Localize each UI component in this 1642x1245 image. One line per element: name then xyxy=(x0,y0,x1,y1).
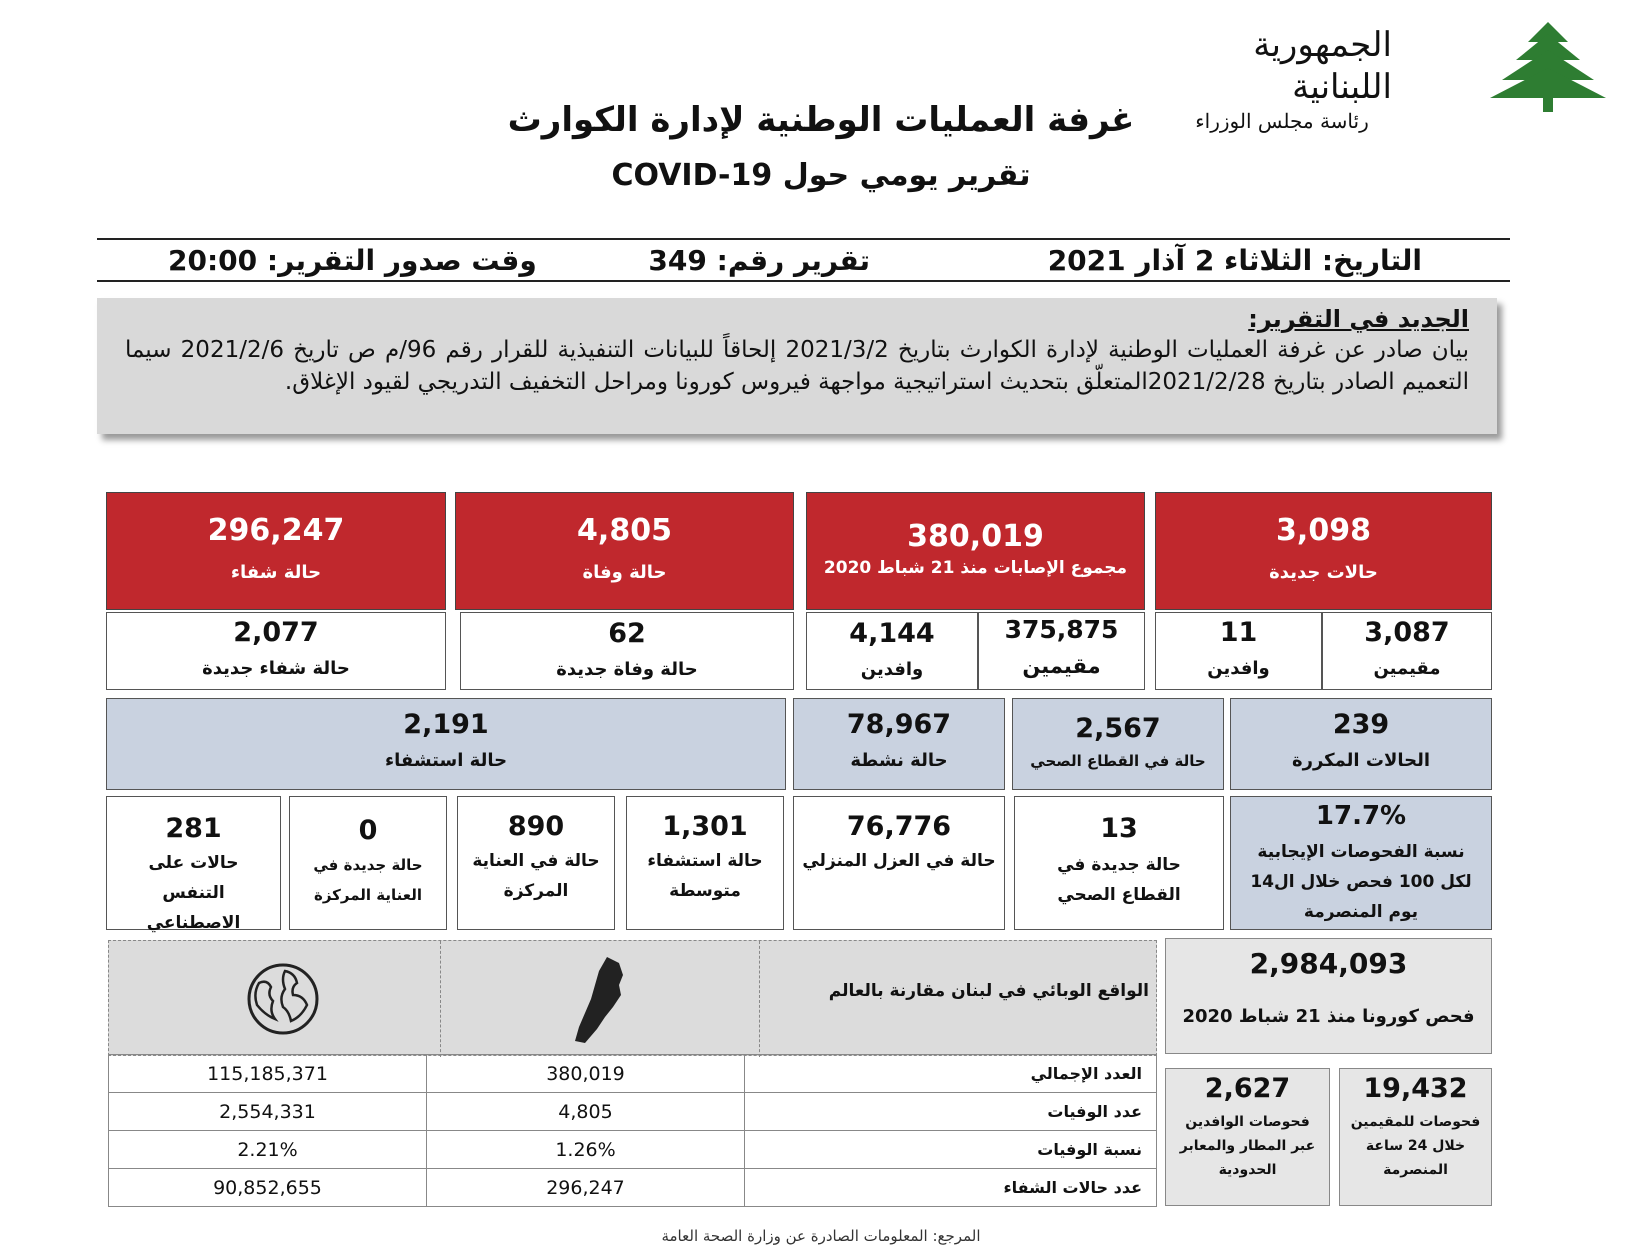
positivity-label: نسبة الفحوصات الإيجابية لكل 100 فحص خلال ال14 يوم المنصرمة xyxy=(1250,842,1472,922)
total-tests-label: فحص كورونا منذ 21 شباط 2020 xyxy=(1182,1006,1475,1027)
icu-value: 890 xyxy=(507,811,565,842)
home-isolation-value: 76,776 xyxy=(846,811,952,842)
icu-label: حالة في العناية المركزة xyxy=(472,851,600,901)
active-label: حالة نشطة xyxy=(850,750,948,771)
new-health-label: حالة جديدة في القطاع الصحي xyxy=(1057,855,1181,905)
cedar-tree-icon xyxy=(1488,20,1608,112)
repeated-value: 239 xyxy=(1332,709,1390,740)
world-heading: الواقع الوبائي في لبنان مقارنة بالعالم xyxy=(828,981,1149,1001)
ventilator-value: 281 xyxy=(165,813,222,844)
repeated-label: الحالات المكررة xyxy=(1291,750,1431,771)
page-title: غرفة العمليات الوطنية لإدارة الكوارث xyxy=(507,100,1135,140)
icu-new-box xyxy=(289,796,447,930)
icu-new-label: حالة جديدة في العناية المركزة xyxy=(313,856,423,904)
news-body: بيان صادر عن غرفة العمليات الوطنية لإدارة الكوارث بتاريخ 2021/3/2 إلحاقاً للبيانات التنفيذية للقرار رقم 96/م ص تاريخ 2021/2/6 سيما التعميم الصادر بتاريخ 2021/2/28المتعلّق بتحديث استراتيجية مواجهة فيروس كورونا ومراحل التخفيف التدريجي لقيود الإغلاق. xyxy=(125,337,1470,395)
news-heading: الجديد في التقرير: xyxy=(1248,305,1469,333)
moderate-box xyxy=(626,796,784,930)
total-residents-box xyxy=(978,612,1145,690)
new-residents-value: 3,087 xyxy=(1364,617,1450,648)
lebanon-deaths: 4,805 xyxy=(427,1093,745,1131)
report-date: التاريخ: الثلاثاء 2 آذار 2021 xyxy=(1047,244,1422,277)
home-isolation-label: حالة في العزل المنزلي xyxy=(802,851,996,871)
ventilator-label: حالات على التنفس الاصطناعي xyxy=(146,853,241,933)
new-residents-label: مقيمين xyxy=(1373,658,1441,679)
new-residents-box xyxy=(1322,612,1492,690)
new-deaths-label: حالة وفاة جديدة xyxy=(556,659,698,680)
new-health-value: 13 xyxy=(1100,813,1138,844)
moderate-value: 1,301 xyxy=(662,811,748,842)
row-label: عدد الوفيات xyxy=(745,1093,1157,1131)
arrival-tests-label: فحوصات الوافدين عبر المطار والمعابر الحدودية xyxy=(1179,1114,1316,1178)
world-death-rate: 2.21% xyxy=(109,1131,427,1169)
world-deaths: 2,554,331 xyxy=(109,1093,427,1131)
total-cases-box xyxy=(806,492,1145,610)
footer-source: المرجع: المعلومات الصادرة عن وزارة الصحة العامة xyxy=(661,1227,981,1245)
total-arrivals-label: وافدين xyxy=(860,659,924,680)
moderate-label: حالة استشفاء متوسطة xyxy=(647,851,763,901)
table-row xyxy=(109,1093,1157,1131)
total-cases-value: 380,019 xyxy=(907,519,1044,554)
world-header-divider xyxy=(759,941,760,1057)
recovered-box xyxy=(106,492,446,610)
repeated-box xyxy=(1230,698,1492,790)
new-recovered-label: حالة شفاء جديدة xyxy=(202,658,350,679)
hospitalized-value: 2,191 xyxy=(403,709,489,740)
new-recovered-box xyxy=(106,612,446,690)
arrival-tests-box xyxy=(1165,1068,1330,1206)
world-recovered: 90,852,655 xyxy=(109,1169,427,1207)
report-number: تقرير رقم: 349 xyxy=(648,244,870,277)
active-value: 78,967 xyxy=(846,709,952,740)
total-tests-box xyxy=(1165,938,1492,1054)
new-health-box xyxy=(1014,796,1224,930)
new-arrivals-value: 11 xyxy=(1219,617,1258,648)
positivity-value: 17.7% xyxy=(1315,801,1407,831)
active-box xyxy=(793,698,1005,790)
deaths-value: 4,805 xyxy=(577,513,672,548)
deaths-box xyxy=(455,492,794,610)
total-arrivals-value: 4,144 xyxy=(849,618,935,649)
new-recovered-value: 2,077 xyxy=(233,617,319,648)
world-table xyxy=(108,1054,1157,1207)
health-sector-value: 2,567 xyxy=(1075,713,1161,744)
icu-new-value: 0 xyxy=(358,815,378,846)
total-cases-label: مجموع الإصابات منذ 21 شباط 2020 xyxy=(823,558,1128,578)
table-row xyxy=(109,1131,1157,1169)
row-label: عدد حالات الشفاء xyxy=(745,1169,1157,1207)
health-sector-label: حالة في القطاع الصحي xyxy=(1030,752,1206,770)
world-header xyxy=(108,940,1157,1056)
lebanon-death-rate: 1.26% xyxy=(427,1131,745,1169)
home-isolation-box xyxy=(793,796,1005,930)
new-cases-box xyxy=(1155,492,1492,610)
globe-icon xyxy=(245,961,321,1037)
divider-top xyxy=(97,238,1510,240)
hospitalized-label: حالة استشفاء xyxy=(384,750,508,771)
new-cases-value: 3,098 xyxy=(1276,513,1371,548)
row-label: العدد الإجمالي xyxy=(745,1055,1157,1093)
new-cases-label: حالات جديدة xyxy=(1269,562,1378,583)
new-arrivals-box xyxy=(1155,612,1322,690)
hospitalized-box xyxy=(106,698,786,790)
page-subtitle: تقرير يومي حول COVID-19 xyxy=(611,158,1031,193)
lebanon-map-icon xyxy=(563,955,633,1047)
world-total: 115,185,371 xyxy=(109,1055,427,1093)
lebanon-recovered: 296,247 xyxy=(427,1169,745,1207)
new-arrivals-label: وافدين xyxy=(1207,658,1270,679)
total-tests-value: 2,984,093 xyxy=(1249,947,1408,980)
recovered-value: 296,247 xyxy=(207,513,345,548)
positivity-box xyxy=(1230,796,1492,930)
resident-tests-label: فحوصات للمقيمين خلال 24 ساعة المنصرمة xyxy=(1350,1114,1481,1178)
icu-box xyxy=(457,796,615,930)
divider-bottom xyxy=(97,280,1510,282)
lebanon-total: 380,019 xyxy=(427,1055,745,1093)
world-header-divider xyxy=(440,941,441,1057)
new-deaths-box xyxy=(460,612,794,690)
total-arrivals-box xyxy=(806,612,978,690)
logo-line2: رئاسة مجلس الوزراء xyxy=(1195,109,1369,133)
row-label: نسبة الوفيات xyxy=(745,1131,1157,1169)
logo-line1: الجمهورية اللبنانية xyxy=(1253,25,1392,107)
arrival-tests-value: 2,627 xyxy=(1204,1073,1291,1104)
resident-tests-value: 19,432 xyxy=(1363,1073,1468,1104)
health-sector-box xyxy=(1012,698,1224,790)
new-deaths-value: 62 xyxy=(608,618,646,649)
deaths-label: حالة وفاة xyxy=(582,562,667,583)
news-box xyxy=(97,298,1497,434)
report-time: وقت صدور التقرير: 20:00 xyxy=(168,244,537,277)
total-residents-value: 375,875 xyxy=(1004,615,1119,644)
recovered-label: حالة شفاء xyxy=(230,562,322,583)
resident-tests-box xyxy=(1339,1068,1492,1206)
table-row xyxy=(109,1169,1157,1207)
table-row xyxy=(109,1055,1157,1093)
total-residents-label: مقيمين xyxy=(1022,654,1101,678)
ventilator-box xyxy=(106,796,281,933)
